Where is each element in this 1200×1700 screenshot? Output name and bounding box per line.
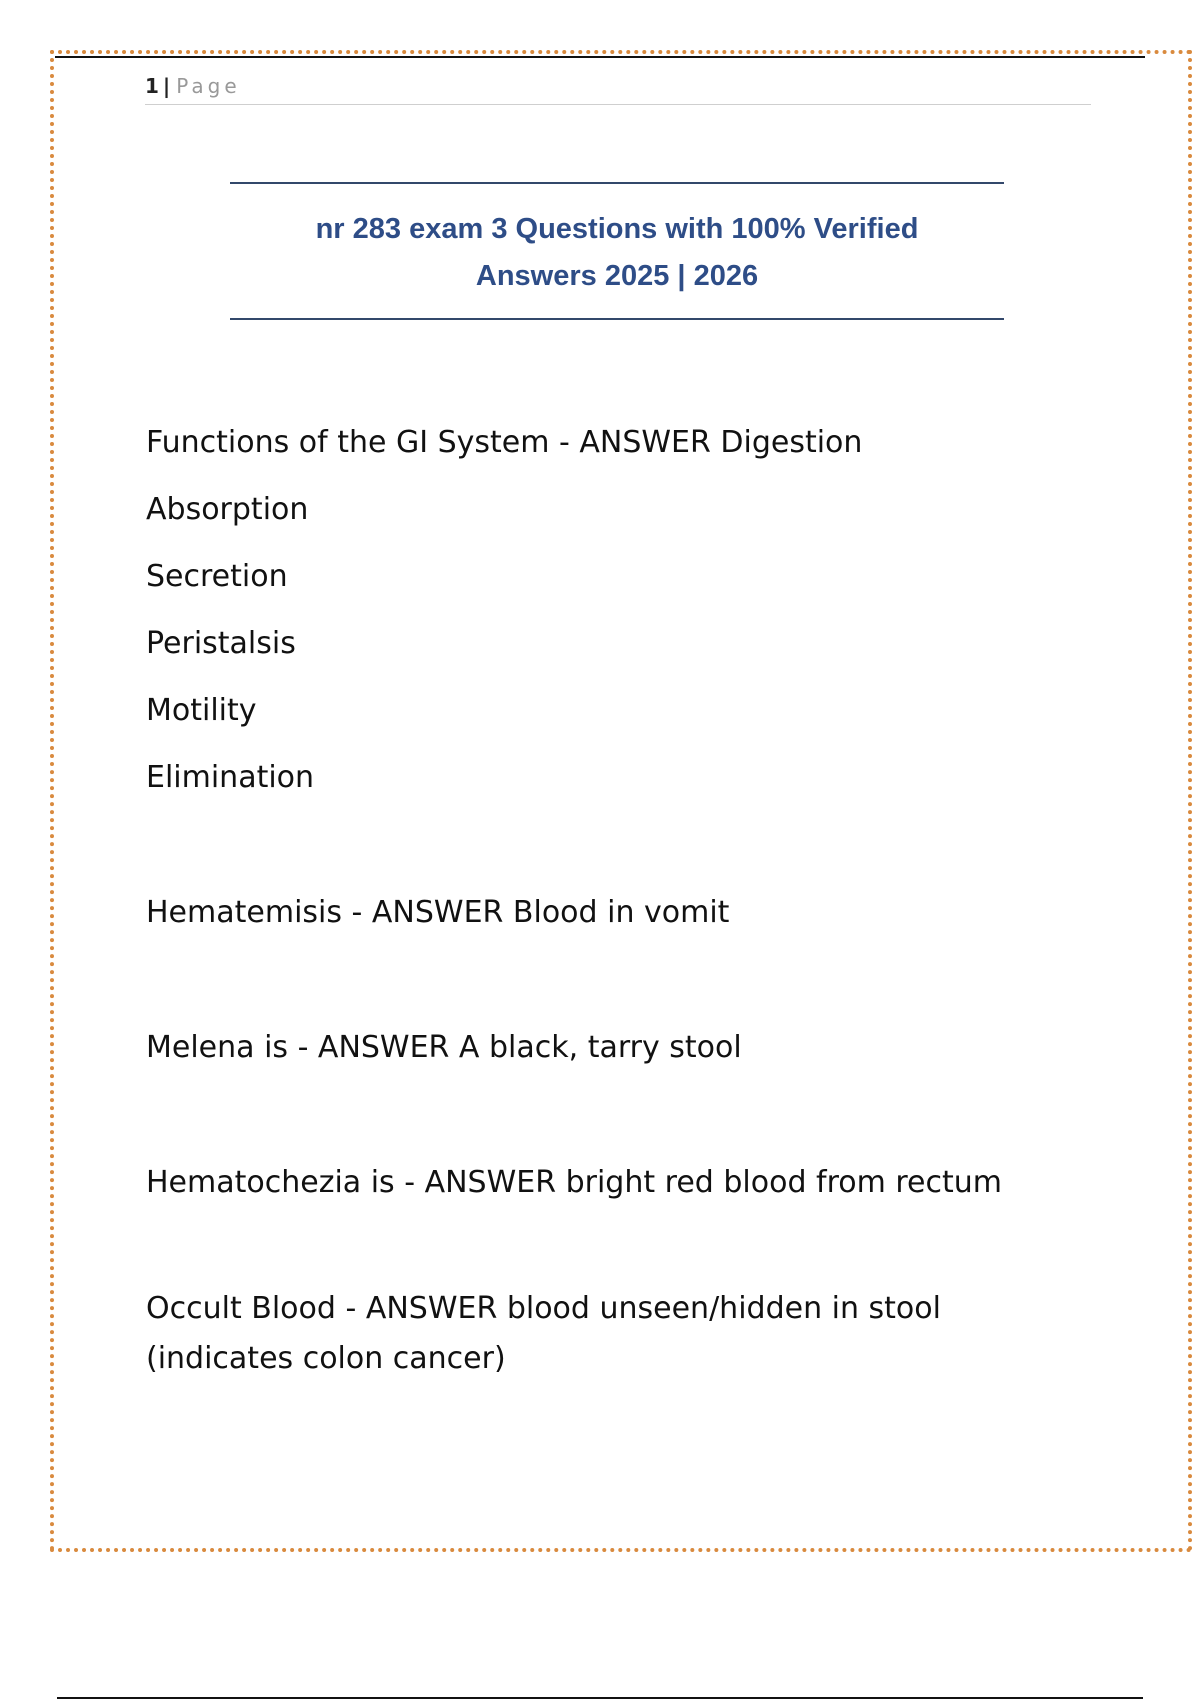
qa-hematemisis: Hematemisis - ANSWER Blood in vomit	[146, 895, 730, 930]
document-title: nr 283 exam 3 Questions with 100% Verified Answers 2025 | 2026	[315, 213, 919, 292]
gi-function-item: Motility	[146, 693, 257, 728]
page-label: Page	[176, 74, 241, 98]
gi-function-item: Peristalsis	[146, 626, 296, 661]
page-number: 1	[145, 74, 159, 98]
qa-occult-blood: Occult Blood - ANSWER blood unseen/hidden in stool (indicates colon cancer)	[146, 1291, 941, 1376]
top-rule	[55, 56, 1145, 58]
qa-hematochezia: Hematochezia is - ANSWER bright red blood from rectum	[146, 1165, 1002, 1200]
gi-function-item: Secretion	[146, 559, 288, 594]
gi-function-item: Absorption	[146, 492, 309, 527]
qa-gi-functions: Functions of the GI System - ANSWER Digestion	[146, 425, 863, 460]
qa-content	[146, 420, 1096, 1384]
page-separator: |	[162, 74, 171, 98]
title-block	[230, 182, 1004, 320]
gi-function-item: Elimination	[146, 760, 315, 795]
bottom-rule	[57, 1697, 1143, 1699]
qa-melena: Melena is - ANSWER A black, tarry stool	[146, 1030, 742, 1065]
page-header	[145, 74, 1091, 105]
